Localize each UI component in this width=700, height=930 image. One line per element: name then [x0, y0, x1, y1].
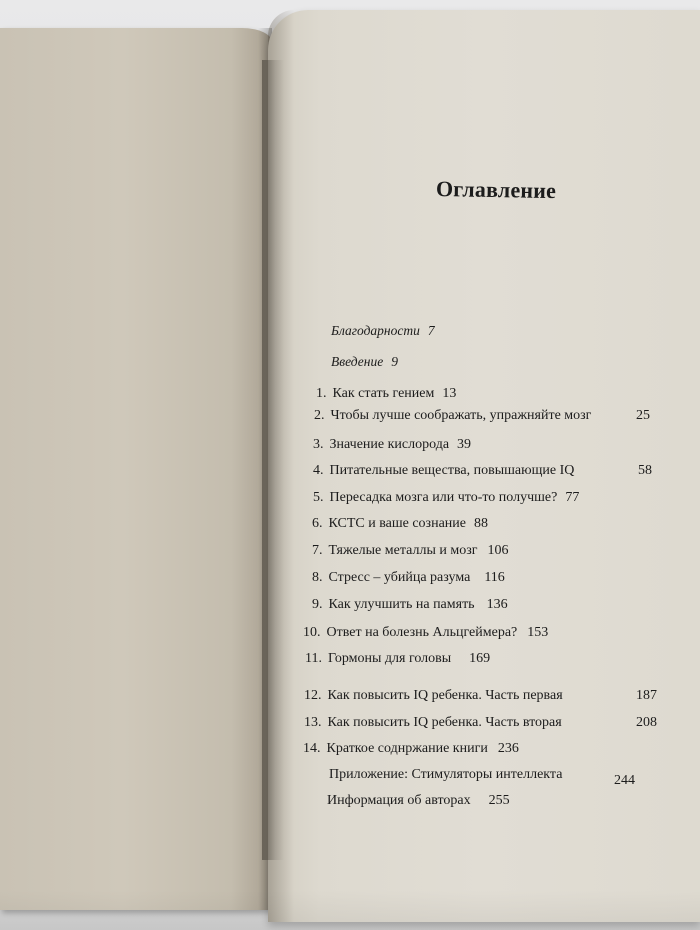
chapter-page: 25 — [636, 408, 650, 423]
toc-back-entry — [329, 767, 562, 783]
toc-chapter-entry — [312, 516, 488, 532]
toc-chapter-entry — [316, 386, 456, 402]
chapter-title: Стресс – убийца разума — [328, 570, 471, 585]
entry-page: 244 — [614, 773, 635, 788]
book-gutter — [262, 60, 284, 860]
chapter-number: 7. — [312, 543, 323, 558]
chapter-page: 88 — [474, 516, 488, 531]
entry-page: 255 — [488, 793, 510, 808]
toc-chapter-entry — [303, 625, 548, 641]
chapter-title: Как повысить IQ ребенка. Часть первая — [327, 688, 563, 703]
toc-chapter-entry — [303, 741, 519, 757]
chapter-page: 58 — [638, 463, 652, 478]
toc-chapter-entry — [312, 543, 508, 559]
left-page — [0, 28, 272, 910]
toc-chapter-entry — [313, 490, 579, 506]
entry-page: 7 — [427, 323, 435, 338]
chapter-number: 4. — [313, 463, 324, 478]
chapter-number: 10. — [303, 625, 321, 640]
chapter-title: Значение кислорода — [329, 437, 450, 452]
chapter-number: 9. — [312, 597, 323, 612]
entry-title: Благодарности — [331, 323, 420, 338]
chapter-title: Гормоны для головы — [327, 651, 452, 666]
toc-front-entry — [331, 354, 398, 370]
chapter-number: 6. — [312, 516, 323, 531]
entry-page: 9 — [391, 354, 398, 369]
toc-chapter-entry — [312, 597, 508, 613]
chapter-page: 136 — [486, 597, 508, 612]
chapter-number: 11. — [305, 651, 322, 666]
chapter-number: 12. — [304, 688, 322, 703]
chapter-number: 2. — [314, 408, 325, 423]
chapter-number: 5. — [313, 490, 324, 505]
entry-title: Введение — [331, 354, 384, 369]
chapter-title: Питательные вещества, повышающие IQ — [329, 463, 575, 478]
chapter-number: 8. — [312, 570, 323, 585]
chapter-title: Как стать гением — [332, 386, 435, 401]
chapter-number: 3. — [313, 437, 324, 452]
table-surface-shadow — [0, 890, 700, 930]
chapter-page: 13 — [442, 386, 457, 401]
toc-chapter-entry — [304, 715, 562, 731]
toc-chapter-entry — [305, 651, 490, 667]
chapter-title: КСТС и ваше сознание — [328, 516, 466, 531]
entry-title: Информация об авторах — [327, 793, 471, 808]
chapter-title: Пересадка мозга или что-то получше? — [329, 490, 558, 505]
chapter-page: 39 — [457, 437, 472, 452]
chapter-number: 1. — [316, 386, 327, 401]
chapter-page: 187 — [636, 688, 657, 703]
chapter-title: Краткое соднржание книги — [326, 741, 488, 756]
toc-chapter-entry — [312, 570, 505, 586]
chapter-title: Тяжелые металлы и мозг — [328, 543, 478, 558]
toc-front-entry — [331, 323, 435, 339]
chapter-page: 208 — [636, 715, 657, 730]
chapter-page: 106 — [487, 543, 509, 558]
chapter-page: 153 — [527, 625, 549, 640]
chapter-page: 236 — [497, 741, 519, 756]
toc-chapter-entry — [313, 463, 574, 479]
chapter-number: 14. — [303, 741, 321, 756]
toc-chapter-entry — [313, 437, 471, 453]
chapter-title: Как повысить IQ ребенка. Часть вторая — [327, 715, 562, 730]
chapter-number: 13. — [304, 715, 322, 730]
entry-title: Приложение: Стимуляторы интеллекта — [329, 767, 563, 782]
chapter-title: Как улучшить на память — [328, 597, 475, 612]
chapter-title: Чтобы лучше соображать, упражняйте мозг — [330, 408, 592, 423]
toc-chapter-entry — [314, 408, 591, 424]
chapter-page: 77 — [565, 490, 580, 505]
chapter-title: Ответ на болезнь Альцгеймера? — [326, 625, 518, 640]
toc-chapter-entry — [304, 688, 563, 704]
chapter-page: 116 — [484, 570, 505, 585]
chapter-page: 169 — [469, 651, 491, 666]
toc-back-entry — [327, 793, 510, 809]
toc-title: Оглавление — [435, 176, 557, 204]
